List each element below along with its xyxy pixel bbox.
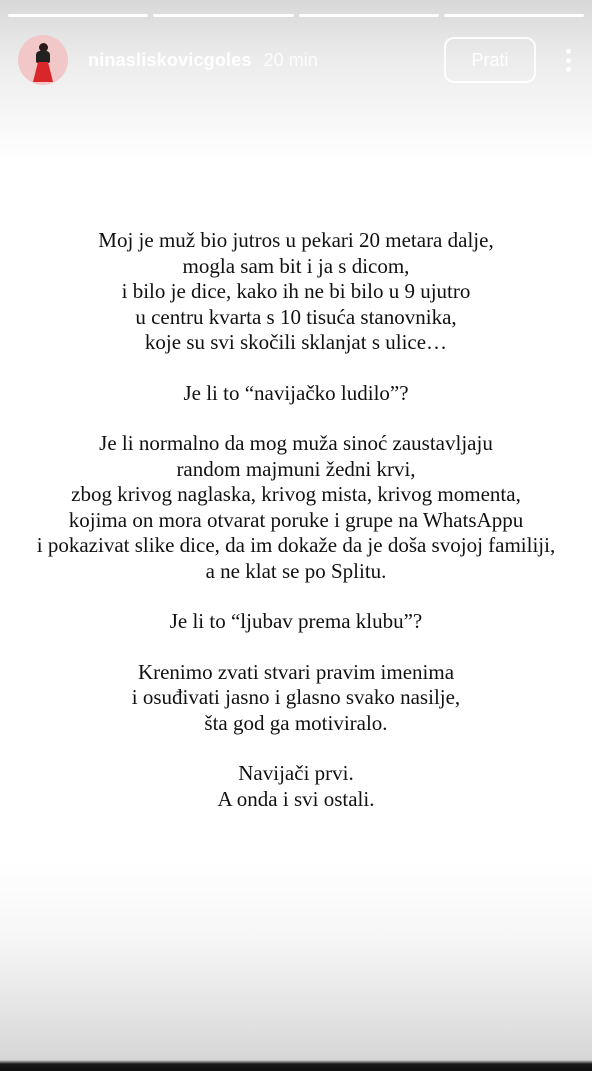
progress-segment — [444, 14, 584, 17]
text-line: random majmuni žedni krvi, — [176, 456, 416, 481]
paragraph — [0, 660, 592, 737]
text-line: Je li normalno da mog muža sinoć zaustavljaju — [99, 431, 493, 455]
paragraph — [0, 381, 592, 407]
text-line: mogla sam bit i ja s dicom, — [182, 253, 410, 278]
text-line: Je li to “ljubav prema klubu”? — [169, 609, 423, 633]
text-line: zbog krivog naglaska, krivog mista, krivog momenta, — [71, 482, 521, 506]
text-line: Je li to “navijačko ludilo”? — [183, 380, 409, 405]
text-line: Krenimo zvati stvari pravim imenima — [137, 659, 455, 684]
avatar-figure-torso — [36, 51, 50, 63]
paragraph — [0, 609, 592, 635]
paragraph — [0, 228, 592, 356]
post-time: 20 min — [263, 49, 318, 70]
story-header — [18, 34, 574, 86]
progress-segment — [153, 14, 293, 17]
paragraph — [0, 431, 592, 584]
text-line: Navijači prvi. — [238, 761, 354, 785]
dot — [566, 58, 571, 63]
avatar-figure-skirt — [33, 62, 53, 82]
avatar[interactable] — [18, 35, 68, 85]
text-line: A onda i svi ostali. — [217, 786, 375, 811]
text-line: a ne klat se po Splitu. — [205, 558, 387, 583]
progress-segment — [8, 14, 148, 17]
text-line: i pokazivat slike dice, da im dokaže da je doša svojoj familiji, — [36, 533, 556, 557]
text-line: kojima on mora otvarat poruke i grupe na WhatsAppu — [68, 507, 524, 532]
progress-segment — [299, 14, 439, 17]
text-line: Moj je muž bio jutros u pekari 20 metara dalje, — [98, 228, 494, 252]
more-options-icon[interactable] — [562, 45, 574, 75]
paragraph — [0, 761, 592, 812]
text-line: koje su svi skočili sklanjat s ulice… — [144, 330, 448, 354]
story-progress-bar — [8, 14, 584, 17]
text-line: i osuđivati jasno i glasno svako nasilje, — [131, 685, 461, 709]
username[interactable]: ninasliskovicgoles — [88, 49, 252, 70]
dot — [566, 49, 571, 54]
text-line: i bilo je dice, kako ih ne bi bilo u 9 ujutro — [121, 279, 471, 303]
text-line: u centru kvarta s 10 tisuća stanovnika, — [135, 304, 457, 329]
follow-button[interactable]: Prati — [444, 37, 536, 83]
story-text — [0, 228, 592, 837]
text-line: šta god ga motiviralo. — [204, 710, 388, 735]
dot — [566, 67, 571, 72]
